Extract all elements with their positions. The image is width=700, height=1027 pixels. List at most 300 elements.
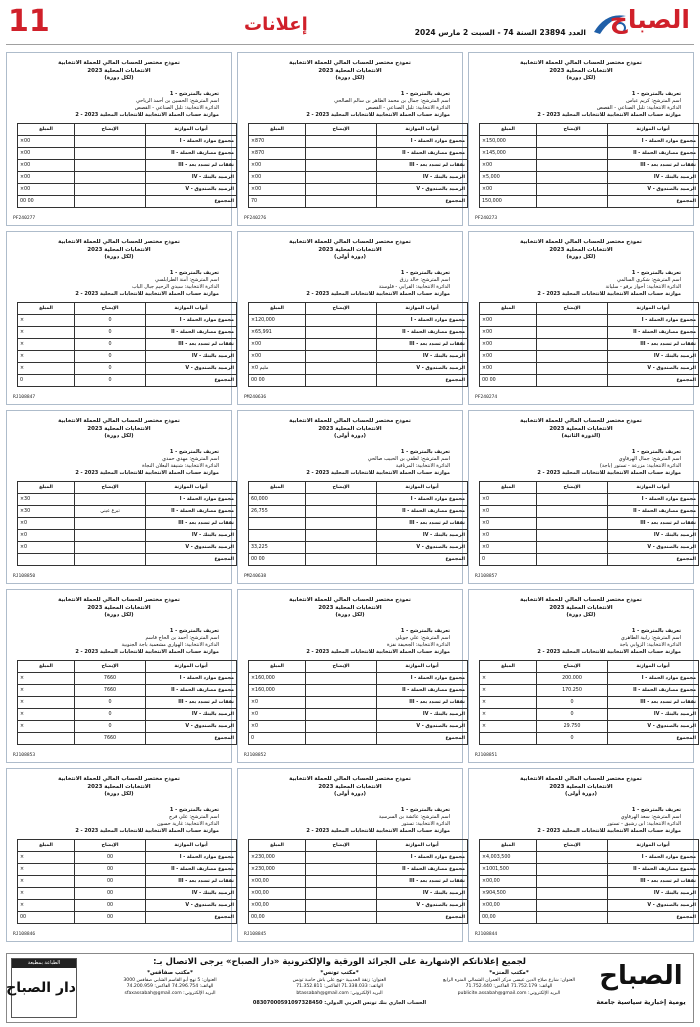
candidate-name: اسم المترشح: أحمد بن الحاج قاسم — [145, 635, 219, 641]
row-label: I - مجموع موارد الحملة — [146, 315, 237, 327]
form-subtitle: الانتخابات المحلية 2023 — [87, 67, 151, 74]
ad-title-block — [7, 239, 231, 262]
section-1-heading: 1 - تعريف بالمترشح — [400, 807, 450, 813]
election-ad-box — [237, 589, 463, 763]
header-budget-items: أبواب الموازنة — [608, 124, 699, 136]
ad-title-block — [7, 776, 231, 799]
candidate-info — [250, 91, 450, 119]
election-ad-box — [6, 410, 232, 584]
total-amount: 0 — [480, 554, 537, 566]
candidate-name: اسم المترشح: علي فرج — [168, 814, 219, 820]
budget-header-row — [480, 482, 699, 494]
section-1-heading: 1 - تعريف بالمترشح — [169, 449, 219, 455]
row-explanation — [75, 172, 146, 184]
row-label: III - نفقات لم تسدد بعد — [377, 876, 468, 888]
row-label: IV - الرصيد بالبنك — [377, 351, 468, 363]
header-explanation: الإيضاح — [75, 303, 146, 315]
row-label: V - الرصيد بالصندوق — [377, 900, 468, 912]
budget-row — [480, 685, 699, 697]
row-label: V - الرصيد بالصندوق — [146, 900, 237, 912]
row-explanation — [75, 542, 146, 554]
row-explanation — [75, 530, 146, 542]
header-explanation: الإيضاح — [537, 303, 608, 315]
header-budget-items: أبواب الموازنة — [608, 840, 699, 852]
election-ad-box — [237, 768, 463, 942]
row-label: I - مجموع موارد الحملة — [377, 494, 468, 506]
row-explanation — [537, 351, 608, 363]
row-explanation — [75, 148, 146, 160]
budget-row — [480, 494, 699, 506]
row-amount: ×00 — [480, 339, 537, 351]
total-explanation: 00 — [75, 912, 146, 924]
budget-total-row — [18, 196, 237, 208]
row-explanation: 200.000 — [537, 673, 608, 685]
row-explanation — [306, 697, 377, 709]
section-2-heading: 2 - موازنة حساب الحملة الانتخابية للانتخابات المحلية 2023 — [75, 291, 219, 297]
total-explanation — [306, 733, 377, 745]
budget-row — [18, 494, 237, 506]
row-explanation: 0 — [75, 709, 146, 721]
budget-row — [18, 888, 237, 900]
row-explanation — [306, 315, 377, 327]
row-explanation — [306, 888, 377, 900]
row-amount: ×00 — [18, 148, 75, 160]
ad-reference-code: PF240273 — [475, 216, 498, 221]
row-explanation: 0 — [75, 315, 146, 327]
row-amount — [249, 518, 306, 530]
election-ad-box — [6, 768, 232, 942]
ad-reference-code: RJ108850 — [13, 574, 36, 579]
row-explanation: 29.750 — [537, 721, 608, 733]
budget-table — [248, 302, 468, 387]
row-amount: ×00,00 — [249, 900, 306, 912]
row-explanation — [537, 542, 608, 554]
budget-row — [18, 876, 237, 888]
row-amount: ×30 — [18, 506, 75, 518]
section-1-heading: 1 - تعريف بالمترشح — [169, 270, 219, 276]
ad-reference-code: PM240636 — [244, 395, 267, 400]
candidate-info — [481, 270, 681, 298]
row-explanation — [306, 148, 377, 160]
candidate-name: اسم المترشح: جمال بن محمد الطاهر بن سالم الصالحي — [334, 98, 450, 104]
budget-total-row — [249, 196, 468, 208]
row-explanation — [306, 721, 377, 733]
budget-header-row — [249, 303, 468, 315]
row-amount: ×00 — [249, 351, 306, 363]
header-amount: المبلغ — [18, 124, 75, 136]
row-amount: ×00 — [249, 184, 306, 196]
budget-row — [249, 351, 468, 363]
row-explanation: 00 — [75, 876, 146, 888]
candidate-info — [481, 807, 681, 835]
row-amount: × — [18, 673, 75, 685]
budget-table — [479, 481, 699, 566]
row-amount: × — [18, 351, 75, 363]
budget-row — [18, 339, 237, 351]
office-phone: الهاتف: 71.752.179 الفاكس: 71.752.440 — [465, 984, 553, 989]
total-explanation — [537, 912, 608, 924]
row-amount: × — [18, 900, 75, 912]
candidate-info — [250, 628, 450, 656]
row-label: V - الرصيد بالصندوق — [608, 900, 699, 912]
row-explanation — [306, 852, 377, 864]
row-label: V - الرصيد بالصندوق — [608, 184, 699, 196]
row-label: II - مجموع مصاريف الحملة — [146, 864, 237, 876]
row-explanation: تبرع عيني — [75, 506, 146, 518]
ad-reference-code: PF240276 — [244, 216, 267, 221]
row-explanation: 00 — [75, 888, 146, 900]
total-explanation: 7660 — [75, 733, 146, 745]
total-amount: 00,00 — [249, 912, 306, 924]
row-label: I - مجموع موارد الحملة — [146, 852, 237, 864]
budget-row — [249, 327, 468, 339]
budget-row — [480, 530, 699, 542]
row-explanation — [75, 518, 146, 530]
row-label: III - نفقات لم تسدد بعد — [146, 697, 237, 709]
election-ad-box — [468, 768, 694, 942]
budget-header-row — [480, 840, 699, 852]
candidate-name: اسم المترشح: أمنة الطرابلسي — [155, 277, 219, 283]
candidate-name: اسم المترشح: شكري السالمي — [617, 277, 681, 283]
row-amount: ×5,000 — [480, 172, 537, 184]
header-explanation: الإيضاح — [537, 482, 608, 494]
electoral-district: الدائرة الانتخابية: الهواري مشعمية باجة الجنوبية — [121, 642, 219, 648]
ad-title-block — [7, 418, 231, 441]
row-amount: ×0 — [249, 697, 306, 709]
candidate-info — [481, 628, 681, 656]
section-1-heading: 1 - تعريف بالمترشح — [631, 91, 681, 97]
section-1-heading: 1 - تعريف بالمترشح — [631, 270, 681, 276]
budget-table — [479, 839, 699, 924]
office-email: البريد الإلكتروني: publicite.assabah@gmail.com — [457, 990, 561, 996]
form-subtitle: الانتخابات المحلية 2023 — [87, 604, 151, 611]
total-explanation — [537, 375, 608, 387]
row-label: IV - الرصيد بالبنك — [608, 709, 699, 721]
office-item — [87, 970, 253, 997]
budget-header-row — [480, 661, 699, 673]
total-amount: 00 — [18, 912, 75, 924]
header-explanation: الإيضاح — [75, 661, 146, 673]
row-amount: ×0 — [480, 506, 537, 518]
row-amount: ×150,000 — [480, 136, 537, 148]
budget-total-row — [18, 733, 237, 745]
round-label: (دورة أولى) — [565, 791, 597, 798]
row-amount: ×00 — [480, 327, 537, 339]
row-explanation: 7660 — [75, 685, 146, 697]
row-explanation — [537, 363, 608, 375]
row-label: II - مجموع مصاريف الحملة — [608, 685, 699, 697]
total-amount: 00,00 — [480, 912, 537, 924]
total-explanation — [306, 912, 377, 924]
budget-row — [18, 709, 237, 721]
page-number: 11 — [8, 4, 50, 39]
row-label: III - نفقات لم تسدد بعد — [608, 697, 699, 709]
form-title: نموذج مختصر للحساب المالي للحملة الانتخابية — [289, 776, 411, 782]
row-explanation — [537, 184, 608, 196]
row-explanation — [306, 506, 377, 518]
row-amount: × — [480, 685, 537, 697]
office-email: البريد الإلكتروني: btassabah@gmail.com — [296, 990, 383, 996]
header-budget-items: أبواب الموازنة — [608, 303, 699, 315]
row-explanation — [306, 709, 377, 721]
total-explanation — [537, 196, 608, 208]
header-explanation: الإيضاح — [306, 661, 377, 673]
budget-table — [479, 660, 699, 745]
printer-logo-block — [6, 958, 77, 1018]
office-address: العنوان: شارع صلاح الدين عيسى مركز العمران الشمالي المنزه الرابع — [442, 977, 576, 983]
budget-row — [249, 506, 468, 518]
budget-table — [17, 302, 237, 387]
row-amount: ×0 — [249, 721, 306, 733]
row-explanation: 0 — [75, 351, 146, 363]
form-title: نموذج مختصر للحساب المالي للحملة الانتخابية — [289, 60, 411, 66]
row-amount: ×00 — [480, 315, 537, 327]
row-explanation — [306, 172, 377, 184]
form-title: نموذج مختصر للحساب المالي للحملة الانتخابية — [58, 239, 180, 245]
ad-title-block — [238, 60, 462, 83]
row-label: I - مجموع موارد الحملة — [608, 852, 699, 864]
form-subtitle: الانتخابات المحلية 2023 — [549, 67, 613, 74]
row-label: IV - الرصيد بالبنك — [608, 351, 699, 363]
contact-headline: لجميع إعلاناتكم الإشهارية على الجرائد الورقية والإلكترونية «دار الصباح» يرجى الاتصال بـ: — [153, 957, 526, 967]
form-subtitle: الانتخابات المحلية 2023 — [549, 604, 613, 611]
section-2-heading: 2 - موازنة حساب الحملة الانتخابية للانتخابات المحلية 2023 — [537, 828, 681, 834]
row-amount: ×65,991 — [249, 327, 306, 339]
row-label: V - الرصيد بالصندوق — [146, 721, 237, 733]
budget-row — [480, 518, 699, 530]
form-subtitle: الانتخابات المحلية 2023 — [87, 783, 151, 790]
row-explanation — [537, 876, 608, 888]
row-amount: ×00 — [249, 172, 306, 184]
row-explanation — [306, 530, 377, 542]
form-subtitle: الانتخابات المحلية 2023 — [549, 425, 613, 432]
section-1-heading: 1 - تعريف بالمترشح — [631, 628, 681, 634]
candidate-name: اسم المترشح: عائشة بن السرسية — [378, 814, 450, 820]
row-label: V - الرصيد بالصندوق — [377, 184, 468, 196]
row-amount: ×00 — [18, 172, 75, 184]
total-amount — [480, 733, 537, 745]
form-subtitle: الانتخابات المحلية 2023 — [318, 783, 382, 790]
electoral-district: الدائرة الانتخابية: مزرعة - تستور (باجة) — [599, 463, 681, 469]
ad-reference-code: PF240274 — [475, 395, 498, 400]
form-title: نموذج مختصر للحساب المالي للحملة الانتخابية — [58, 776, 180, 782]
row-amount: ×120,000 — [249, 315, 306, 327]
election-ad-box — [468, 231, 694, 405]
total-amount: 00 00 — [249, 554, 306, 566]
ad-reference-code: RJ108851 — [475, 753, 498, 758]
row-label: V - الرصيد بالصندوق — [608, 721, 699, 733]
row-label: IV - الرصيد بالبنك — [146, 888, 237, 900]
row-amount: ×230,000 — [249, 852, 306, 864]
round-label: (لكل دورة) — [566, 75, 596, 82]
header-budget-items: أبواب الموازنة — [608, 661, 699, 673]
office-address: العنوان: زنقة الحديبية -نهج علي باش حامبة تونس — [292, 977, 387, 983]
budget-total-row — [249, 912, 468, 924]
total-explanation: 0 — [75, 375, 146, 387]
candidate-name: اسم المترشح: خالد رزق — [399, 277, 450, 283]
round-label: (لكل دورة) — [566, 612, 596, 619]
candidate-name: اسم المترشح: كريم عباس — [626, 98, 681, 104]
form-subtitle: الانتخابات المحلية 2023 — [87, 425, 151, 432]
row-amount: ×0 — [480, 494, 537, 506]
budget-row — [249, 876, 468, 888]
total-explanation — [306, 375, 377, 387]
row-label: IV - الرصيد بالبنك — [146, 709, 237, 721]
header-amount: المبلغ — [249, 482, 306, 494]
header-budget-items: أبواب الموازنة — [146, 661, 237, 673]
round-label: (دورة أولى) — [334, 791, 366, 798]
row-explanation — [537, 136, 608, 148]
ad-title-block — [469, 776, 693, 799]
row-amount: × — [480, 673, 537, 685]
form-subtitle: الانتخابات المحلية 2023 — [318, 67, 382, 74]
row-explanation — [537, 172, 608, 184]
header-amount: المبلغ — [18, 303, 75, 315]
row-explanation: 0 — [537, 697, 608, 709]
budget-table — [479, 302, 699, 387]
row-label: III - نفقات لم تسدد بعد — [146, 876, 237, 888]
row-explanation: 00 — [75, 900, 146, 912]
form-title: نموذج مختصر للحساب المالي للحملة الانتخابية — [289, 418, 411, 424]
total-label: المجموع — [377, 912, 468, 924]
round-label: (لكل دورة) — [335, 612, 365, 619]
header-budget-items: أبواب الموازنة — [146, 840, 237, 852]
row-label: III - نفقات لم تسدد بعد — [608, 518, 699, 530]
row-amount: × — [18, 721, 75, 733]
row-label: I - مجموع موارد الحملة — [377, 136, 468, 148]
section-2-heading: 2 - موازنة حساب الحملة الانتخابية للانتخابات المحلية 2023 — [537, 649, 681, 655]
contact-block — [87, 956, 592, 1020]
row-label: II - مجموع مصاريف الحملة — [608, 327, 699, 339]
row-explanation — [537, 160, 608, 172]
candidate-name: اسم المترشح: لطفي بن الحبيب صالحي — [367, 456, 450, 462]
ad-reference-code: RJ108852 — [244, 753, 267, 758]
total-explanation: 0 — [537, 733, 608, 745]
row-label: I - مجموع موارد الحملة — [146, 673, 237, 685]
budget-row — [18, 136, 237, 148]
row-explanation — [537, 852, 608, 864]
row-amount: ×160,000 — [249, 685, 306, 697]
round-label: (لكل دورة) — [104, 433, 134, 440]
round-label: (لكل دورة) — [104, 75, 134, 82]
budget-row — [249, 685, 468, 697]
budget-table — [17, 839, 237, 924]
row-label: II - مجموع مصاريف الحملة — [146, 148, 237, 160]
header-amount: المبلغ — [480, 303, 537, 315]
form-title: نموذج مختصر للحساب المالي للحملة الانتخابية — [520, 776, 642, 782]
candidate-name: اسم المترشح: الحسين بن أحمد الرياحي — [136, 98, 219, 104]
section-1-heading: 1 - تعريف بالمترشح — [631, 449, 681, 455]
row-label: III - نفقات لم تسدد بعد — [377, 518, 468, 530]
electoral-district: الدائرة الانتخابية: تلبل الصناعي - القصص — [365, 105, 450, 111]
row-explanation: 00 — [75, 864, 146, 876]
row-amount: ×870 — [249, 136, 306, 148]
row-amount — [249, 530, 306, 542]
row-explanation — [306, 542, 377, 554]
row-amount: ×00 — [480, 160, 537, 172]
row-explanation — [75, 160, 146, 172]
total-label: المجموع — [146, 912, 237, 924]
form-title: نموذج مختصر للحساب المالي للحملة الانتخابية — [520, 239, 642, 245]
page-footer — [6, 953, 694, 1023]
row-label: IV - الرصيد بالبنك — [377, 172, 468, 184]
row-explanation — [306, 876, 377, 888]
budget-table — [17, 481, 237, 566]
row-label: II - مجموع مصاريف الحملة — [377, 148, 468, 160]
office-name: *مكتب المنزه* — [489, 970, 529, 976]
row-explanation — [306, 518, 377, 530]
budget-row — [480, 327, 699, 339]
ad-title-block — [238, 597, 462, 620]
candidate-info — [19, 91, 219, 119]
candidate-name: اسم المترشح: رابية الطاهري — [620, 635, 681, 641]
header-budget-items: أبواب الموازنة — [377, 840, 468, 852]
row-explanation: 0 — [75, 327, 146, 339]
row-label: II - مجموع مصاريف الحملة — [377, 685, 468, 697]
budget-row — [249, 721, 468, 733]
row-amount: × — [480, 697, 537, 709]
office-name: *مكتب صفاقس* — [147, 970, 193, 976]
ad-title-block — [238, 418, 462, 441]
ad-title-block — [469, 597, 693, 620]
budget-row — [480, 351, 699, 363]
budget-row — [480, 542, 699, 554]
total-label: المجموع — [377, 554, 468, 566]
row-explanation: 7660 — [75, 673, 146, 685]
header-budget-items: أبواب الموازنة — [146, 124, 237, 136]
header-budget-items: أبواب الموازنة — [377, 482, 468, 494]
form-title: نموذج مختصر للحساب المالي للحملة الانتخابية — [520, 60, 642, 66]
section-2-heading: 2 - موازنة حساب الحملة الانتخابية للانتخابات المحلية 2023 — [75, 828, 219, 834]
section-1-heading: 1 - تعريف بالمترشح — [631, 807, 681, 813]
budget-row — [18, 184, 237, 196]
header-budget-items: أبواب الموازنة — [377, 303, 468, 315]
row-amount: ×00,00 — [249, 876, 306, 888]
row-amount: × — [480, 721, 537, 733]
budget-header-row — [18, 840, 237, 852]
election-ad-box — [237, 52, 463, 226]
total-explanation — [75, 554, 146, 566]
row-explanation — [75, 136, 146, 148]
section-2-heading: 2 - موازنة حساب الحملة الانتخابية للانتخابات المحلية 2023 — [75, 112, 219, 118]
footer-logo: الصباح — [599, 961, 683, 991]
header-explanation: الإيضاح — [306, 840, 377, 852]
row-label: III - نفقات لم تسدد بعد — [146, 160, 237, 172]
row-label: V - الرصيد بالصندوق — [608, 363, 699, 375]
row-amount: 60,000 — [249, 494, 306, 506]
form-title: نموذج مختصر للحساب المالي للحملة الانتخابية — [289, 597, 411, 603]
budget-row — [480, 888, 699, 900]
budget-table — [17, 123, 237, 208]
header-amount: المبلغ — [18, 840, 75, 852]
candidate-name: اسم المترشح: جمال الهرقاوي — [618, 456, 681, 462]
total-label: المجموع — [608, 733, 699, 745]
election-ad-box — [237, 410, 463, 584]
round-label: (لكل دورة) — [335, 75, 365, 82]
total-amount: 150,000 — [480, 196, 537, 208]
section-2-heading: 2 - موازنة حساب الحملة الانتخابية للانتخابات المحلية 2023 — [537, 291, 681, 297]
row-amount: ×1001,500 — [480, 864, 537, 876]
row-explanation — [537, 315, 608, 327]
budget-row — [18, 864, 237, 876]
ad-title-block — [7, 597, 231, 620]
row-label: IV - الرصيد بالبنك — [608, 888, 699, 900]
row-label: II - مجموع مصاريف الحملة — [146, 685, 237, 697]
budget-row — [480, 876, 699, 888]
section-2-heading: 2 - موازنة حساب الحملة الانتخابية للانتخابات المحلية 2023 — [537, 112, 681, 118]
row-label: IV - الرصيد بالبنك — [377, 530, 468, 542]
budget-row — [18, 852, 237, 864]
